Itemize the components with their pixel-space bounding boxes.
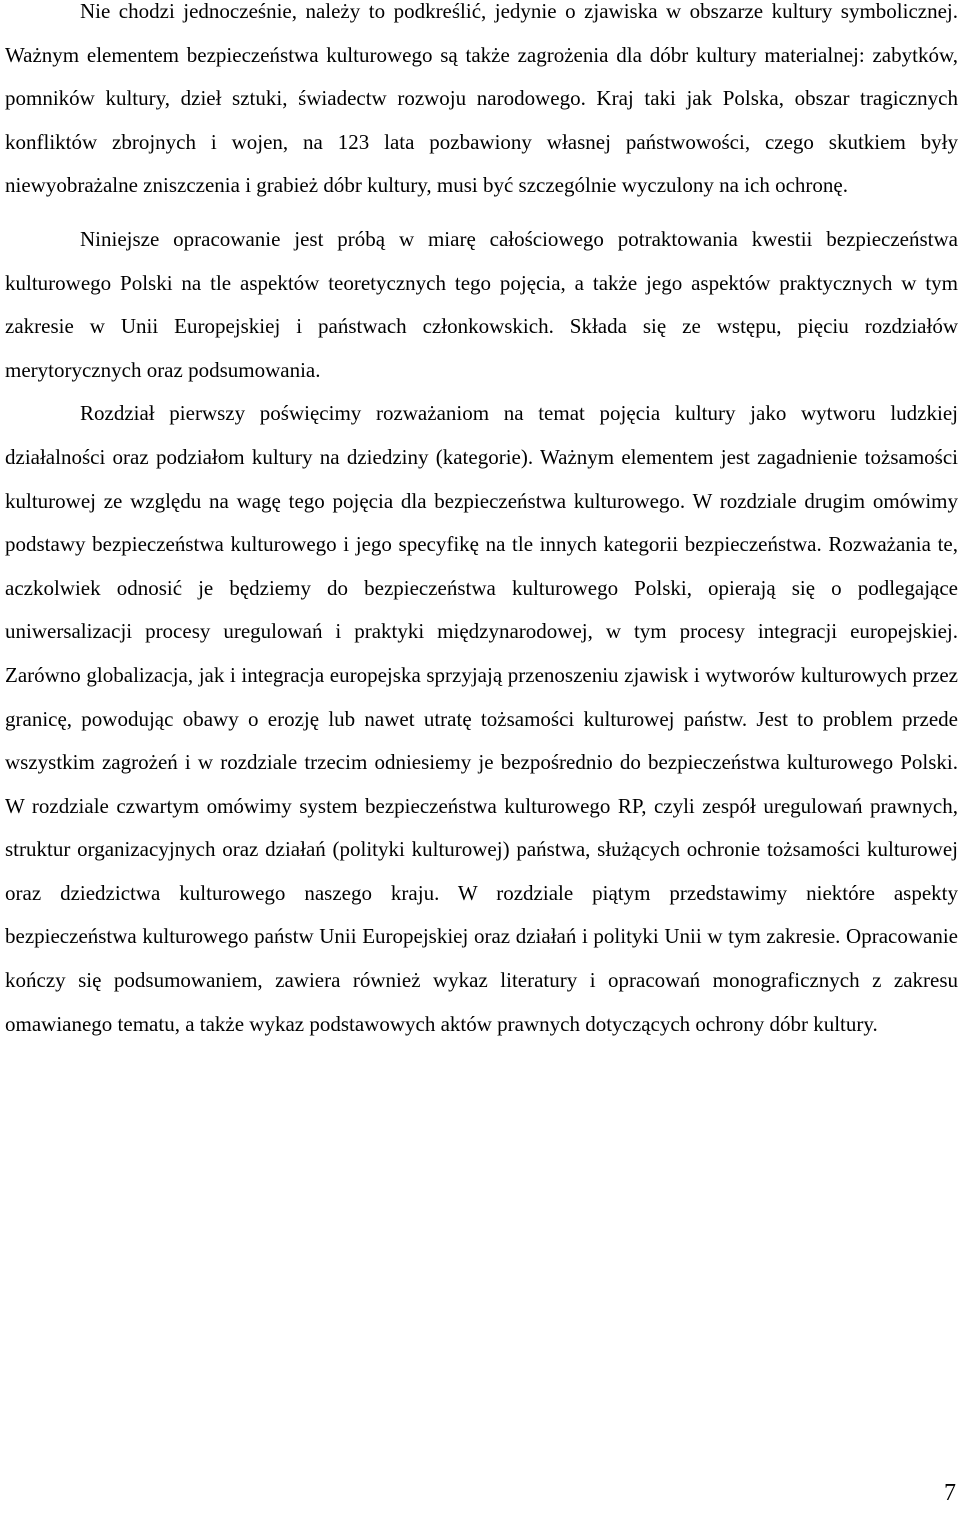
paragraph-scope: Niniejsze opracowanie jest próbą w miarę całościowego potraktowania kwestii bezpieczeństwa kulturowego Polski na tle aspektów teoretycznych tego pojęcia, a także jego aspektów praktycznych w tym zakresie w Unii Europejskiej i państwach członkowskich. Składa się ze wstępu, pięciu rozdziałów merytorycznych oraz podsumowania. xyxy=(5,226,958,382)
page-number: 7 xyxy=(944,1480,956,1506)
paragraph-continuation: Nie chodzi jednocześnie, należy to podkreślić, jedynie o zjawiska w obszarze kultury symbolicznej. Ważnym elementem bezpieczeństwa kulturowego są także zagrożenia dla dóbr kultury materialnej: zabytków, pomników kultury, dzieł sztuki, świadectw rozwoju narodowego. Kraj taki jak Polska, obszar tragicznych konfliktów zbrojnych i wojen, na 123 lata pozbawiony własnej państwowości, czego skutkiem były niewyobrażalne zniszczenia i grabież dóbr kultury, musi być szczególnie wyczulony na ich ochronę. xyxy=(5,0,958,198)
document-page xyxy=(5,0,958,1046)
paragraph-chapters-overview: Rozdział pierwszy poświęcimy rozważaniom na temat pojęcia kultury jako wytworu ludzkiej działalności oraz podziałom kultury na dziedziny (kategorie). Ważnym elementem jest zagadnienie tożsamości kulturowej ze względu na wagę tego pojęcia dla bezpieczeństwa kulturowego. W rozdziale drugim omówimy podstawy bezpieczeństwa kulturowego i jego specyfikę na tle innych kategorii bezpieczeństwa. Rozważania te, aczkolwiek odnosić je będziemy do bezpieczeństwa kulturowego Polski, opierają się o podlegające uniwersalizacji procesy uregulowań i praktyki międzynarodowej, w tym procesy integracji europejskiej. Zarówno globalizacja, jak i integracja europejska sprzyjają przenoszeniu zjawisk i wytworów kulturowych przez granicę, powodując obawy o erozję lub nawet utratę tożsamości kulturowej państw. Jest to problem przede wszystkim zagrożeń i w rozdziale trzecim odniesiemy je bezpośrednio do bezpieczeństwa kulturowego Polski. W rozdziale czwartym omówimy system bezpieczeństwa kulturowego RP, czyli zespół uregulowań prawnych, struktur organizacyjnych oraz działań (polityki kulturowej) państwa, służących ochronie tożsamości kulturowej oraz dziedzictwa kulturowego naszego kraju. W rozdziale piątym przedstawimy niektóre aspekty bezpieczeństwa kulturowego państw Unii Europejskiej oraz działań i polityki Unii w tym zakresie. Opracowanie kończy się podsumowaniem, zawiera również wykaz literatury i opracowań monograficznych z zakresu omawianego tematu, a także wykaz podstawowych aktów prawnych dotyczących ochrony dóbr kultury. xyxy=(5,401,958,1036)
